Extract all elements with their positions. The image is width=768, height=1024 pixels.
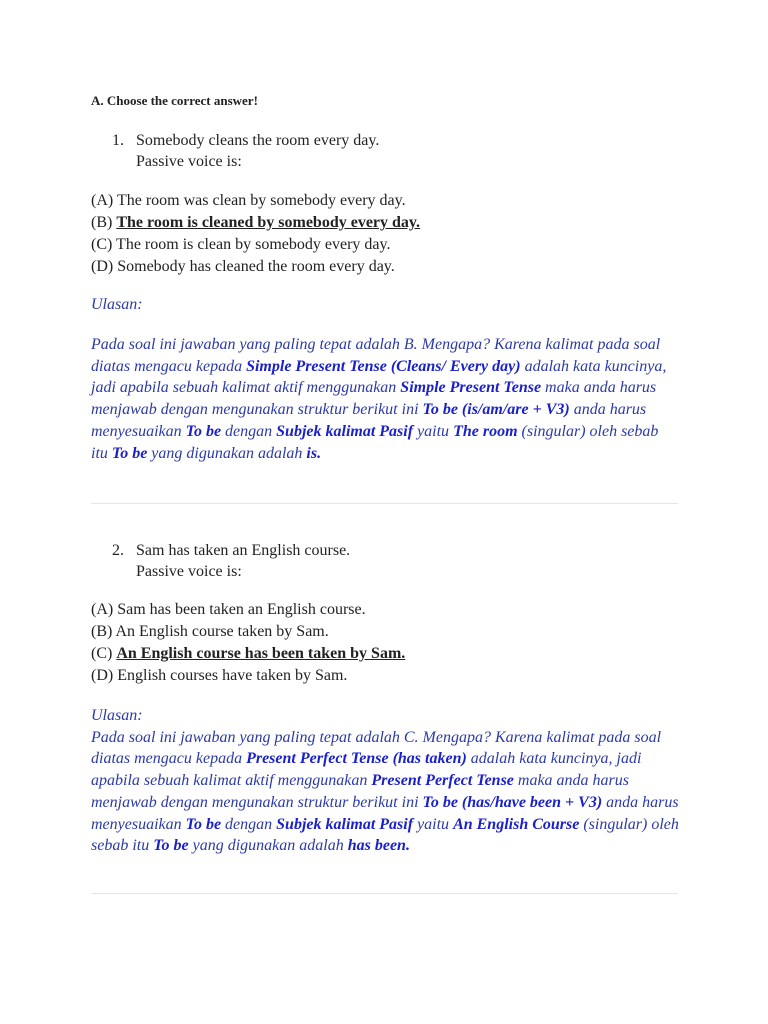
option-d: (D) Somebody has cleaned the room every day. [91,258,395,275]
option-c: (C) The room is clean by somebody every day. [91,236,391,253]
question-number: 1. [112,132,124,149]
review-text-2: Pada soal ini jawaban yang paling tepat adalah C. Mengapa? Karena kalimat pada soal diatas mengacu kepada Present Perfect Tense (has taken) adalah kata kuncinya, jadi apabila sebuah kalimat aktif menggunakan Present Perfect Tense maka anda harus menjawab dengan mengunakan struktur berikut ini To be (has/have been + V3) anda harus menyesuaikan To be dengan Subjek kalimat Pasif yaitu An English Course (singular) oleh sebab itu To be yang digunakan adalah has been. [91,728,679,855]
option-b-correct: (B) The room is cleaned by somebody every day. [91,214,421,231]
option-a: (A) Sam has been taken an English course. [91,601,366,618]
option-c-correct: (C) An English course has been taken by Sam. [91,645,406,662]
review-2 [91,705,681,857]
divider [91,503,678,504]
question-subtext: Passive voice is: [136,153,242,170]
options-list-1 [91,190,420,278]
divider [91,893,678,894]
review-label-2: Ulasan: [91,707,143,724]
review-text-1: Pada soal ini jawaban yang paling tepat adalah B. Mengapa? Karena kalimat pada soal diatas mengacu kepada Simple Present Tense (Cleans/ Every day) adalah kata kuncinya, jadi apabila sebuah kalimat aktif menggunakan Simple Present Tense maka anda harus menjawab dengan mengunakan struktur berikut ini To be (is/am/are + V3) anda harus menyesuaikan To be dengan Subjek kalimat Pasif yaitu The room (singular) oleh sebab itu To be yang digunakan adalah is. [91,336,667,462]
question-text: Somebody cleans the room every day. [136,132,380,149]
option-d: (D) English courses have taken by Sam. [91,667,348,684]
option-a: (A) The room was clean by somebody every day. [91,192,406,209]
question-1 [112,130,379,172]
question-number: 2. [112,542,124,559]
question-subtext: Passive voice is: [136,563,242,580]
section-heading: A. Choose the correct answer! [91,93,258,108]
options-list-2 [91,599,405,687]
question-2 [112,540,350,582]
option-b: (B) An English course taken by Sam. [91,623,329,640]
review-label-1: Ulasan: [91,296,143,313]
question-text: Sam has taken an English course. [136,542,351,559]
